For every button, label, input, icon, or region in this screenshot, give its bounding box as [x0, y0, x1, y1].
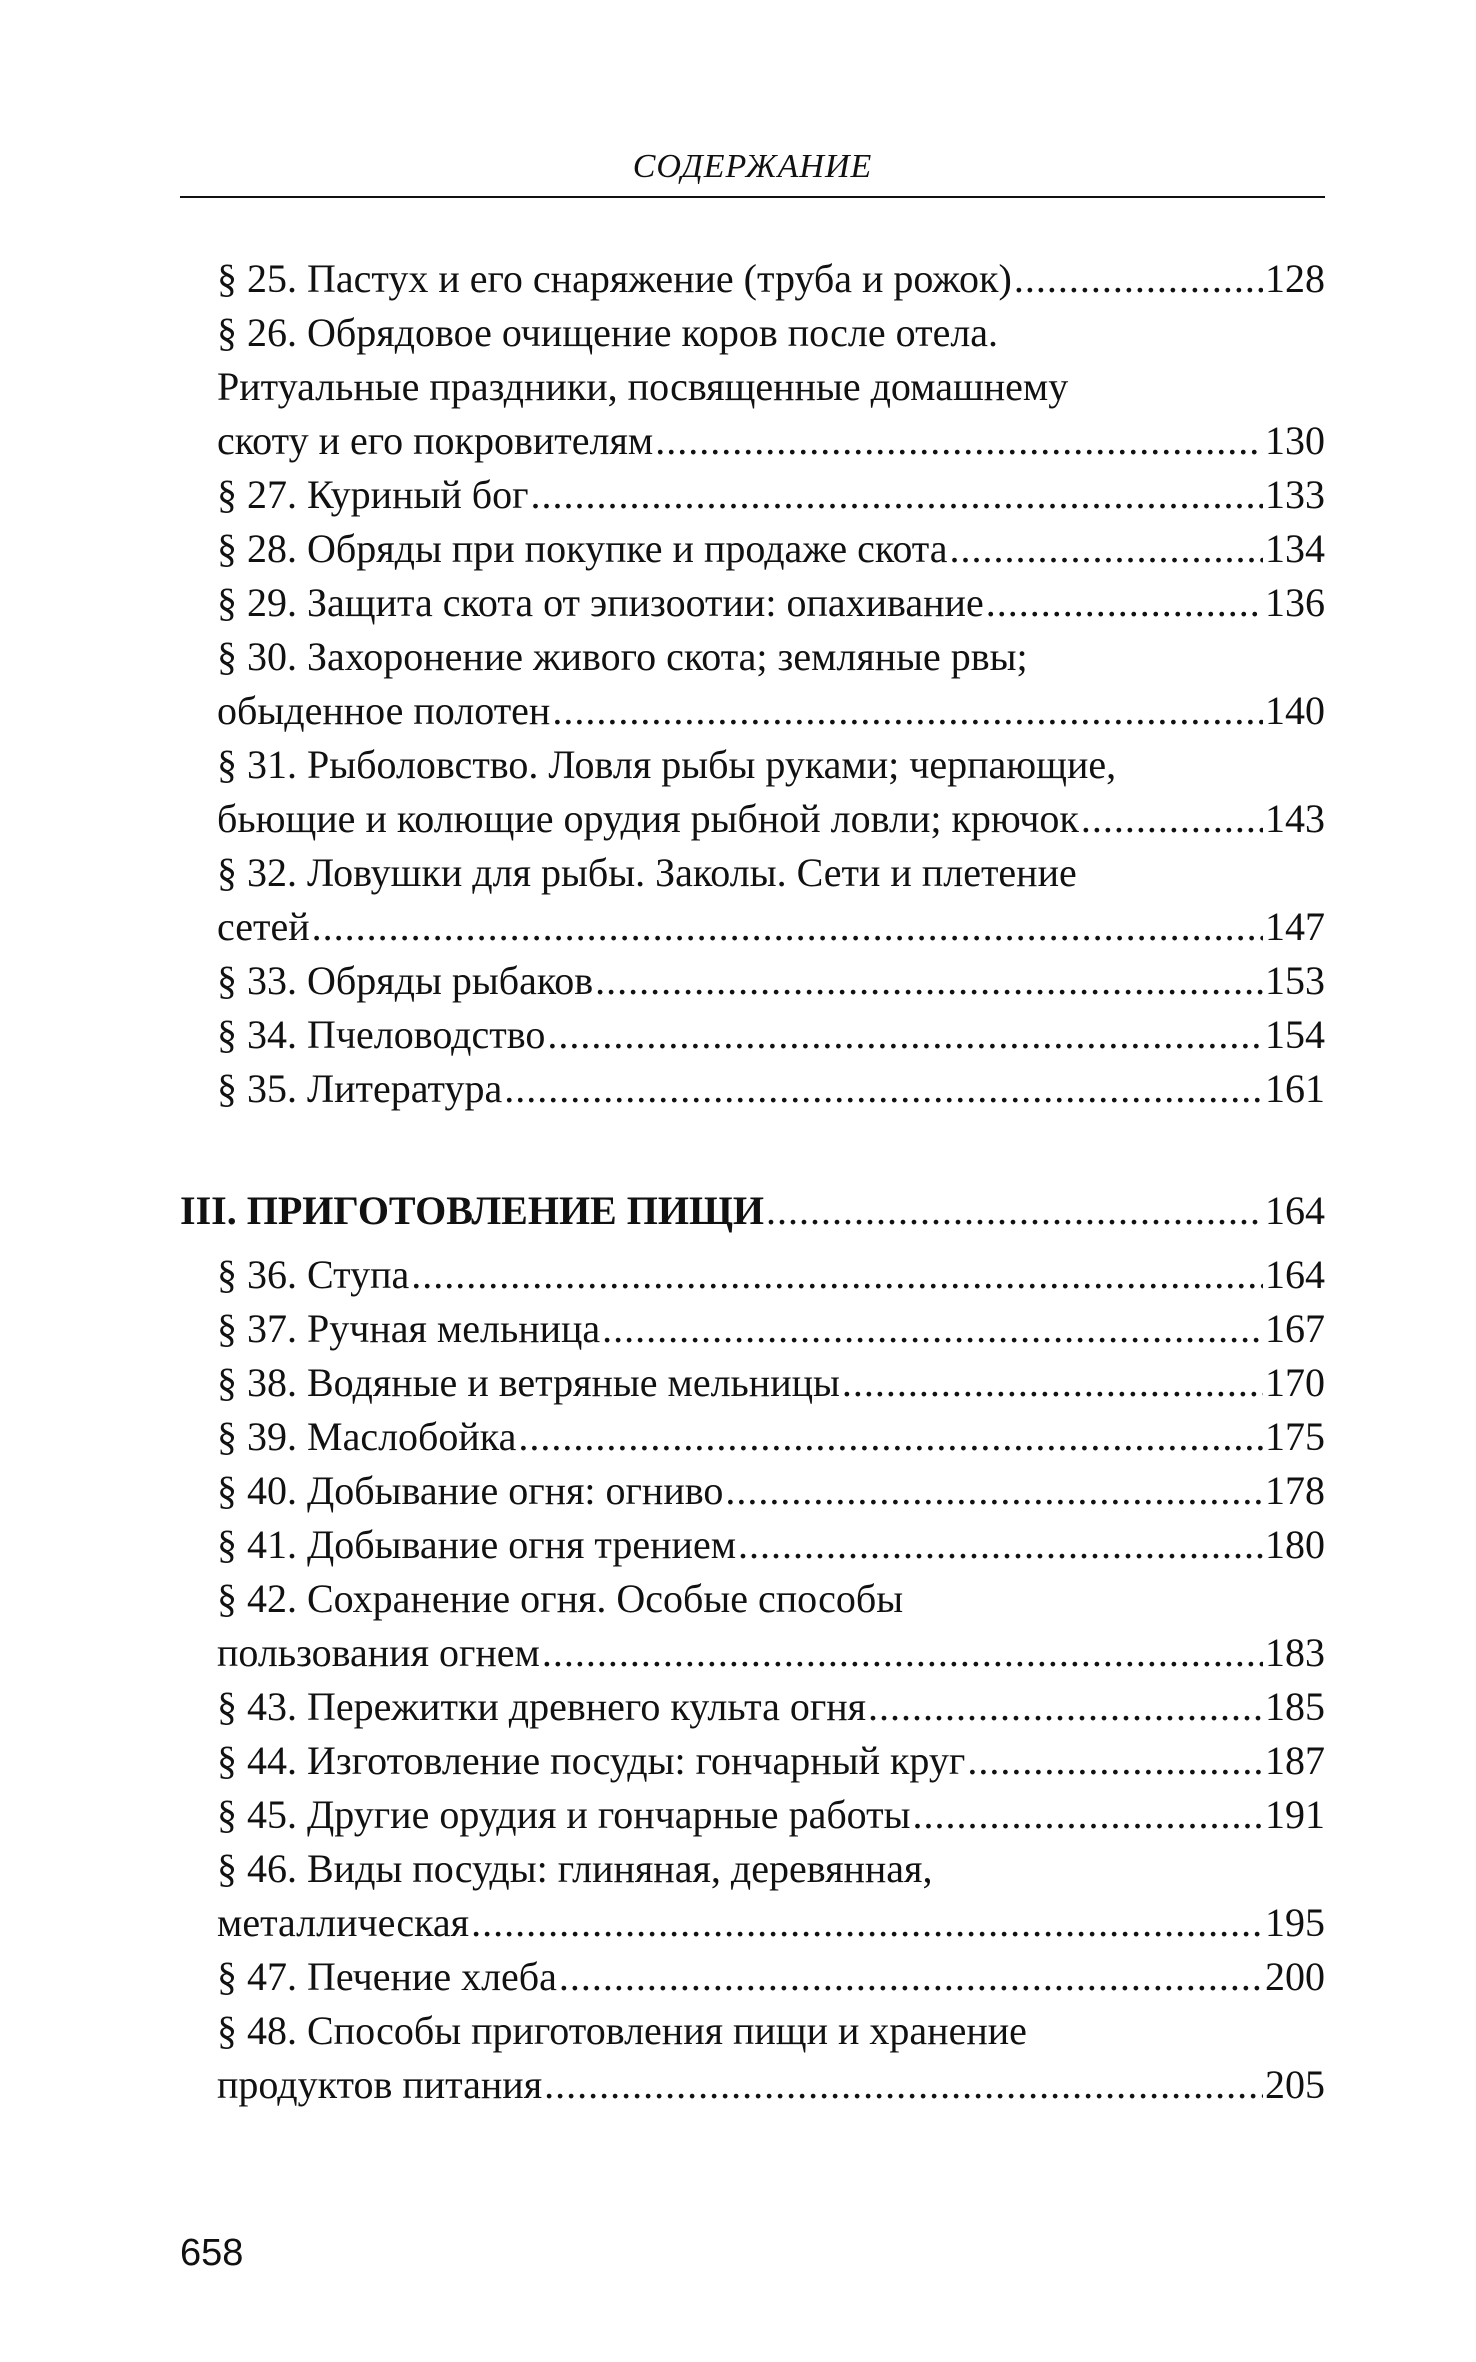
toc-entry-text: § 41. Добывание огня трением: [217, 1522, 737, 1567]
toc-entry-text: § 26. Обрядовое очищение коров после отела.: [217, 310, 999, 355]
toc-entry-text: § 27. Куриный бог: [217, 472, 529, 517]
toc-entry-text: скоту и его покровителям: [217, 418, 654, 463]
toc-leader-dots: [542, 1626, 1263, 1680]
toc-leader-dots: [312, 900, 1263, 954]
toc-leader-dots: [544, 2058, 1263, 2112]
toc-leader-dots: [504, 1062, 1263, 1116]
running-head: СОДЕРЖАНИЕ: [632, 148, 873, 185]
table-of-contents: [180, 252, 1325, 2112]
toc-leader-dots: [986, 576, 1263, 630]
toc-entry-text: § 38. Водяные и ветряные мельницы: [217, 1360, 840, 1405]
header-rule: [180, 196, 1325, 198]
toc-leader-dots: [1014, 252, 1263, 306]
toc-entry: [217, 738, 1325, 846]
toc-entry-text: § 48. Способы приготовления пищи и хранение: [217, 2008, 1027, 2053]
toc-entry-text: § 43. Пережитки древнего культа огня: [217, 1684, 867, 1729]
toc-entry-text: § 42. Сохранение огня. Особые способы: [217, 1576, 904, 1621]
toc-page-number: 134: [1265, 526, 1325, 571]
toc-entry: [217, 2004, 1325, 2112]
toc-entry-text: Ритуальные праздники, посвященные домашнему: [217, 364, 1069, 409]
toc-entry-text: бьющие и колющие орудия рыбной ловли; крючок: [217, 796, 1079, 841]
toc-leader-dots: [411, 1248, 1263, 1302]
toc-entry: [217, 1464, 1325, 1518]
toc-leader-dots: [1081, 792, 1263, 846]
toc-entry-text: металлическая: [217, 1900, 470, 1945]
toc-leader-dots: [655, 414, 1263, 468]
toc-leader-dots: [868, 1680, 1263, 1734]
page-number: 658: [180, 2232, 244, 2274]
toc-page-number: 164: [1265, 1252, 1325, 1297]
toc-page-number: 205: [1265, 2062, 1325, 2107]
toc-section-before: [217, 252, 1325, 1116]
toc-page-number: 130: [1265, 418, 1325, 463]
toc-entry: [217, 576, 1325, 630]
toc-leader-dots: [547, 1008, 1263, 1062]
toc-page-number: 128: [1265, 256, 1325, 301]
toc-entry: [217, 1356, 1325, 1410]
toc-page-number: 180: [1265, 1522, 1325, 1567]
toc-entry-text: продуктов питания: [217, 2062, 543, 2107]
toc-page-number: 187: [1265, 1738, 1325, 1783]
toc-entry: [217, 1410, 1325, 1464]
toc-entry-text: § 33. Обряды рыбаков: [217, 958, 594, 1003]
toc-entry-text: сетей: [217, 904, 310, 949]
toc-entry: [217, 1518, 1325, 1572]
toc-leader-dots: [471, 1896, 1263, 1950]
toc-leader-dots: [967, 1734, 1263, 1788]
toc-entry: [217, 1302, 1325, 1356]
toc-entry-text: § 25. Пастух и его снаряжение (труба и рожок): [217, 256, 1012, 301]
chapter-title: III. ПРИГОТОВЛЕНИЕ ПИЩИ: [180, 1188, 765, 1233]
toc-page-number: 140: [1265, 688, 1325, 733]
toc-leader-dots: [842, 1356, 1263, 1410]
toc-entry: [217, 1788, 1325, 1842]
toc-section-after: [217, 1248, 1325, 2112]
chapter-page-number: 164: [1265, 1188, 1325, 1233]
toc-entry-text: пользования огнем: [217, 1630, 540, 1675]
toc-entry-text: § 46. Виды посуды: глиняная, деревянная,: [217, 1846, 933, 1891]
toc-leader-dots: [766, 1184, 1263, 1238]
toc-page-number: 154: [1265, 1012, 1325, 1057]
toc-page-number: 178: [1265, 1468, 1325, 1513]
toc-entry: [217, 1062, 1325, 1116]
toc-entry-text: § 39. Маслобойка: [217, 1414, 517, 1459]
toc-entry-text: § 34. Пчеловодство: [217, 1012, 546, 1057]
toc-leader-dots: [559, 1950, 1263, 2004]
toc-entry-text: § 47. Печение хлеба: [217, 1954, 557, 1999]
toc-entry-text: § 35. Литература: [217, 1066, 503, 1111]
toc-entry: [217, 1248, 1325, 1302]
toc-entry-text: § 28. Обряды при покупке и продаже скота: [217, 526, 948, 571]
toc-entry: [217, 1734, 1325, 1788]
toc-leader-dots: [738, 1518, 1263, 1572]
toc-page-number: 185: [1265, 1684, 1325, 1729]
toc-page-number: 167: [1265, 1306, 1325, 1351]
toc-page-number: 200: [1265, 1954, 1325, 1999]
toc-entry: [217, 522, 1325, 576]
toc-leader-dots: [725, 1464, 1263, 1518]
toc-page-number: 195: [1265, 1900, 1325, 1945]
toc-page-number: 175: [1265, 1414, 1325, 1459]
toc-entry-text: § 40. Добывание огня: огниво: [217, 1468, 724, 1513]
toc-entry-text: § 44. Изготовление посуды: гончарный круг: [217, 1738, 966, 1783]
toc-leader-dots: [595, 954, 1263, 1008]
toc-entry: [217, 954, 1325, 1008]
toc-leader-dots: [552, 684, 1263, 738]
toc-entry-text: § 36. Ступа: [217, 1252, 410, 1297]
toc-entry-text: § 30. Захоронение живого скота; земляные рвы;: [217, 634, 1028, 679]
toc-chapter-heading: [180, 1184, 1325, 1238]
toc-leader-dots: [950, 522, 1263, 576]
toc-page-number: 170: [1265, 1360, 1325, 1405]
toc-page-number: 133: [1265, 472, 1325, 517]
toc-entry: [217, 846, 1325, 954]
toc-entry: [217, 1572, 1325, 1680]
toc-page-number: 136: [1265, 580, 1325, 625]
toc-page-number: 191: [1265, 1792, 1325, 1837]
toc-entry: [217, 306, 1325, 468]
toc-entry-text: обыденное полотен: [217, 688, 551, 733]
toc-entry: [217, 252, 1325, 306]
toc-page-number: 143: [1265, 796, 1325, 841]
toc-entry: [217, 1842, 1325, 1950]
toc-entry: [217, 1008, 1325, 1062]
toc-entry-text: § 37. Ручная мельница: [217, 1306, 601, 1351]
toc-entry-text: § 45. Другие орудия и гончарные работы: [217, 1792, 911, 1837]
toc-entry-text: § 29. Защита скота от эпизоотии: опахивание: [217, 580, 984, 625]
toc-entry: [217, 468, 1325, 522]
toc-page-number: 183: [1265, 1630, 1325, 1675]
toc-leader-dots: [602, 1302, 1263, 1356]
toc-entry: [217, 630, 1325, 738]
toc-entry: [217, 1950, 1325, 2004]
toc-entry-text: § 32. Ловушки для рыбы. Заколы. Сети и плетение: [217, 850, 1077, 895]
toc-leader-dots: [531, 468, 1263, 522]
toc-leader-dots: [518, 1410, 1263, 1464]
toc-page-number: 153: [1265, 958, 1325, 1003]
toc-leader-dots: [913, 1788, 1264, 1842]
toc-page-number: 147: [1265, 904, 1325, 949]
toc-page-number: 161: [1265, 1066, 1325, 1111]
toc-entry-text: § 31. Рыболовство. Ловля рыбы руками; черпающие,: [217, 742, 1117, 787]
toc-entry: [217, 1680, 1325, 1734]
